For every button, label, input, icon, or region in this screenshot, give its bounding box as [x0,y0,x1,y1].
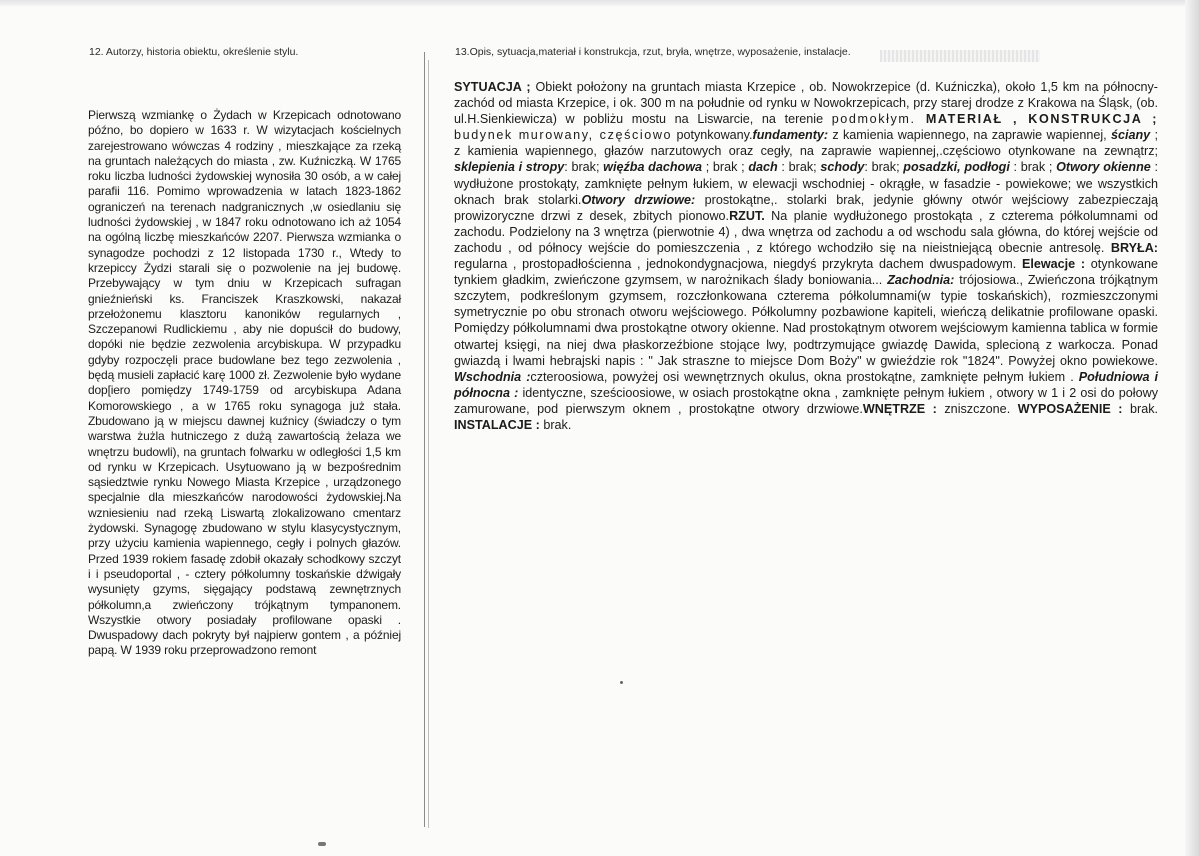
text-zachodnia: trójosiowa., Zwieńczona trójkątnym szczytem, podkreślonym gzymsem, rozczłonkowana czterema półkolumnami(w typie toskańskich), rozmieszczonymi symetrycznie po obu stronach otworu wejściowego. Półkolumny pozbawione kapiteli, wieńczą delikatnie profilowane opaski. Pomiędzy półkolumnami dwa prostokątne otwory okienne. Nad prostokątnym otworem wejściowym kamienna tablica w formie otwartej księgi, na niej dwa płaskorzeźbione stojące lwy, podtrzymujące gwiazdę Dawida, splecioną z warkocza. Ponad gwiazdą i lwami hebrajski napis : " Jak straszne to miejsce Dom Boży" w gwieździe rok "1824". Powyżej okno powiekowe. [454,273,1158,368]
text-otwory-drzwiowe: prostokątne,. stolarki brak, jedynie główny otwór wejściowy zabezpieczają prowizoryczne drzwi z desek, zbitych pionowo. [454,192,1159,223]
label-elewacje: Elewacje : [1021,257,1086,272]
text-otwory-okienne: : wydłużone prostokąty, zamknięte pełnym łukiem, w elewacji wschodniej - okrągłe, w fasadzie - powiekowe; we wszystkich oknach brak stolarki. [454,160,1158,207]
text-sklepienia: : brak; [564,160,604,175]
description-column [454,79,1158,433]
label-schody: schody [820,160,865,175]
label-wschodnia: Wschodnia : [454,369,531,384]
label-poludniowa: Południowa i północna : [454,369,1158,400]
label-otwory-drzwiowe: Otwory drzwiowe: [581,192,696,207]
label-sciany: ściany [1110,128,1151,143]
label-wiezba: więźba dachowa [603,160,703,175]
text-rzut: Na planie wydłużonego prostokąta , z czterema półkolumnami od zachodu. Podzielony na 3 wnętrza (pierwotnie 4) , dwa wnętrza od zachodu a od wschodu sala główna, do której wejście od zachodu , od północy wejście do pomieszczenia , z którego wchodziło się na nieistniejącą obecnie antresolę. [454,208,1158,255]
label-sytuacja: SYTUACJA ; [454,80,531,94]
text-posadzki: : brak ; [1009,160,1057,175]
text-bryla: regularna , prostopadłościenna , jednokondygnacjowa, niegdyś przykryta dachem dwuspadowym. [454,257,1022,272]
section-13-header: 13.Opis, sytuacja,materiał i konstrukcja, rzut, bryła, wnętrze, wyposażenie, instalacje. [455,46,851,58]
scan-top-edge [0,0,1199,6]
text-instalacje: brak. [539,417,572,432]
text-wyposazenie: brak. [1122,401,1158,416]
label-rzut: RZUT. [729,208,765,223]
scan-speck [620,681,623,684]
text-schody: : brak; [864,160,904,175]
label-zachodnia: Zachodnia: [887,273,955,288]
label-sklepienia: sklepienia i stropy [454,160,565,175]
label-wnetrze: WNĘTRZE : [862,401,937,416]
label-wyposazenie: WYPOSAŻENIE : [1017,401,1123,416]
label-material: MATERIAŁ , KONSTRUKCJA ; [915,112,1159,127]
description-text [454,79,1158,433]
text-elewacje: otynkowane tynkiem gładkim, zwieńczone gzymsem, w narożnikach ślady boniowania... [454,257,1158,288]
text-material: potynkowany. [672,128,753,143]
text-fundamenty: z kamienia wapiennego, na zaprawie wapiennej, [828,128,1111,143]
text-wnetrze: zniszczone. [936,401,1018,416]
text-wiezba: ; brak ; [702,160,749,175]
label-dach: dach [748,160,778,175]
text-podmoklym: podmokłym. [831,112,916,127]
label-posadzki: posadzki, podłogi [903,160,1010,175]
text-sciany: ; z kamienia wapiennego, głazów narzutowych oraz cegły, na zaprawie wapiennej,.częściowo otynkowane na zewnątrz; [454,128,1158,159]
text-poludniowa: identyczne, sześcioosiowe, w osiach prostokątne okna , zamknięte pełnym łukiem , otwory w 1 i 2 osi do połowy zamurowane, pod pierwszym oknem , prostokątne otwory drzwiowe. [454,385,1158,416]
label-instalacje: INSTALACJE : [454,417,540,432]
label-fundamenty: fundamenty: [752,128,829,143]
scan-mark [318,842,326,846]
text-wschodnia: czteroosiowa, powyżej osi wewnętrznych okulus, okna prostokątne, zamknięte pełnym łukiem . [530,369,1079,384]
section-12-header: 12. Autorzy, historia obiektu, określenie stylu. [89,46,299,58]
label-bryla: BRYŁA: [1110,240,1158,255]
label-otwory-okienne: Otwory okienne [1056,160,1151,175]
column-divider-inner [428,60,429,828]
column-divider [424,52,425,827]
history-text: Pierwszą wzmiankę o Żydach w Krzepicach odnotowano późno, bo dopiero w 1633 r. W wizytacjach kościelnych zarejestrowano wówczas 4 rodziny , mieszkające za rzeką na gruntach należących do miasta , zw. Kuźniczką. W 1765 roku liczba ludności żydowskiej wynosiła 30 osób, a w całej parafii 116. Pomimo wprowadzenia w latach 1823-1862 ograniczeń na terenach nadgranicznych ,w osiedlaniu się ludności żydowskiej , w 1847 roku odnotowano ich aż 1054 na ogólną liczbę mieszkańców 2207. Pierwsza wzmianka o synagodze pochodzi z 12 listopada 1730 r., Wtedy to krzepiccy Żydzi starali się o pozwolenie na jej budowę. Przebywający w tym dniu w Krzepicach sufragan gnieźnieński ks. Franciszek Kraszkowski, nakazał przełożonemu klasztoru kanoników regularnych , Szczepanowi Rudlickiemu , aby nie dopuścił do budowy, dopóki nie będzie zezwolenia arcybiskupa. W przypadku gdyby rozpoczęli prace budowlane bez tego zezwolenia , będą musieli zapłacić karę 1000 zł. Zezwolenie było wydane dop[iero pomiędzy 1749-1759 od arcybiskupa Adana Komorowskiego , a w 1765 roku synagoga już stała. Zbudowano ją w miejscu dawnej kuźnicy (świadczy o tym warstwa żużla hutniczego z dużą zawartością żelaza we wnętrzu budowli), na gruntach folwarku w odległości 1,5 km od rynku w Krzepicach. Usytuowano ją w bezpośrednim sąsiedztwie rynku Nowego Miasta Krzepice , urządzonego specjalnie dla mieszkańców narodowości żydowskiej.Na wzniesieniu nad rzeką Liswartą zlokalizowano cmentarz żydowski. Synagogę zbudowano w stylu klasycystycznym, przy użyciu kamienia wapiennego, cegły i polnych głazów. Przed 1939 rokiem fasadę zdobił okazały schodkowy szczyt i i pseudoportal , - cztery półkolumny toskańskie dźwigały wysunięty gzyms, sięgający podstawą zewnętrznych półkolumn,a zwieńczony trójkątnym tympanonem. Wszystkie otwory posiadały profilowane opaski . Dwuspadowy dach pokryty był najpierw gontem , a później papą. W 1939 roku przeprowadzono remont [88,108,401,658]
text-sytuacja: Obiekt położony na gruntach miasta Krzepice , ob. Nowokrzepice (d. Kuźniczka), około 1,5 km na północny-zachód od miasta Krzepice, i ok. 300 m na południe od rynku w Nowokrzepicach, przy starej drodze z Krakowa na Śląsk, (ob. ul.H.Sienkiewicza) w pobliżu mostu na Liswarcie, na terenie [454,80,1158,127]
text-dach: : brak; [777,160,821,175]
history-column [88,108,401,659]
scan-right-edge [1185,0,1199,856]
text-material-wide: budynek murowany, częściowo [454,128,673,143]
